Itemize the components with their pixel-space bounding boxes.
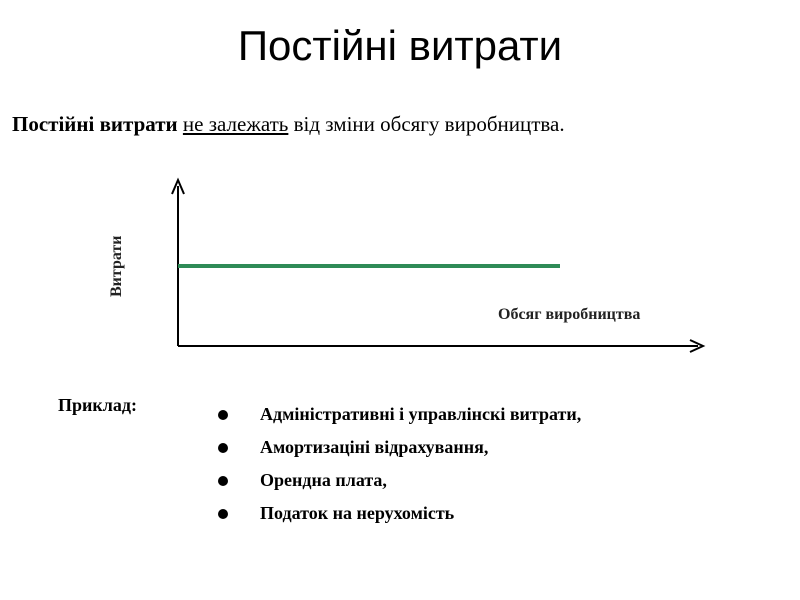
subtitle-underlined-part: не залежать xyxy=(182,112,289,136)
example-item xyxy=(215,497,581,530)
example-label: Приклад: xyxy=(58,395,137,415)
bullet-icon xyxy=(218,410,228,420)
subtitle-bold-part: Постійні витрати xyxy=(12,112,178,136)
y-axis-label: Витрати xyxy=(108,235,125,297)
x-axis-label: Обсяг виробництва xyxy=(498,306,641,323)
bullet-icon xyxy=(218,476,228,486)
example-text: Амортизаціні відрахування, xyxy=(260,437,489,457)
subtitle-rest: від зміни обсягу виробництва. xyxy=(288,112,565,136)
examples-list xyxy=(215,398,581,530)
example-item xyxy=(215,431,581,464)
example-item xyxy=(215,464,581,497)
bullet-icon xyxy=(218,509,228,519)
example-text: Податок на нерухомість xyxy=(260,503,455,523)
slide-title: Постійні витрати xyxy=(237,22,563,69)
example-text: Орендна плата, xyxy=(260,470,387,490)
example-text: Адміністративні і управлінскі витрати, xyxy=(260,404,582,424)
bullet-icon xyxy=(218,443,228,453)
example-item xyxy=(215,398,581,431)
